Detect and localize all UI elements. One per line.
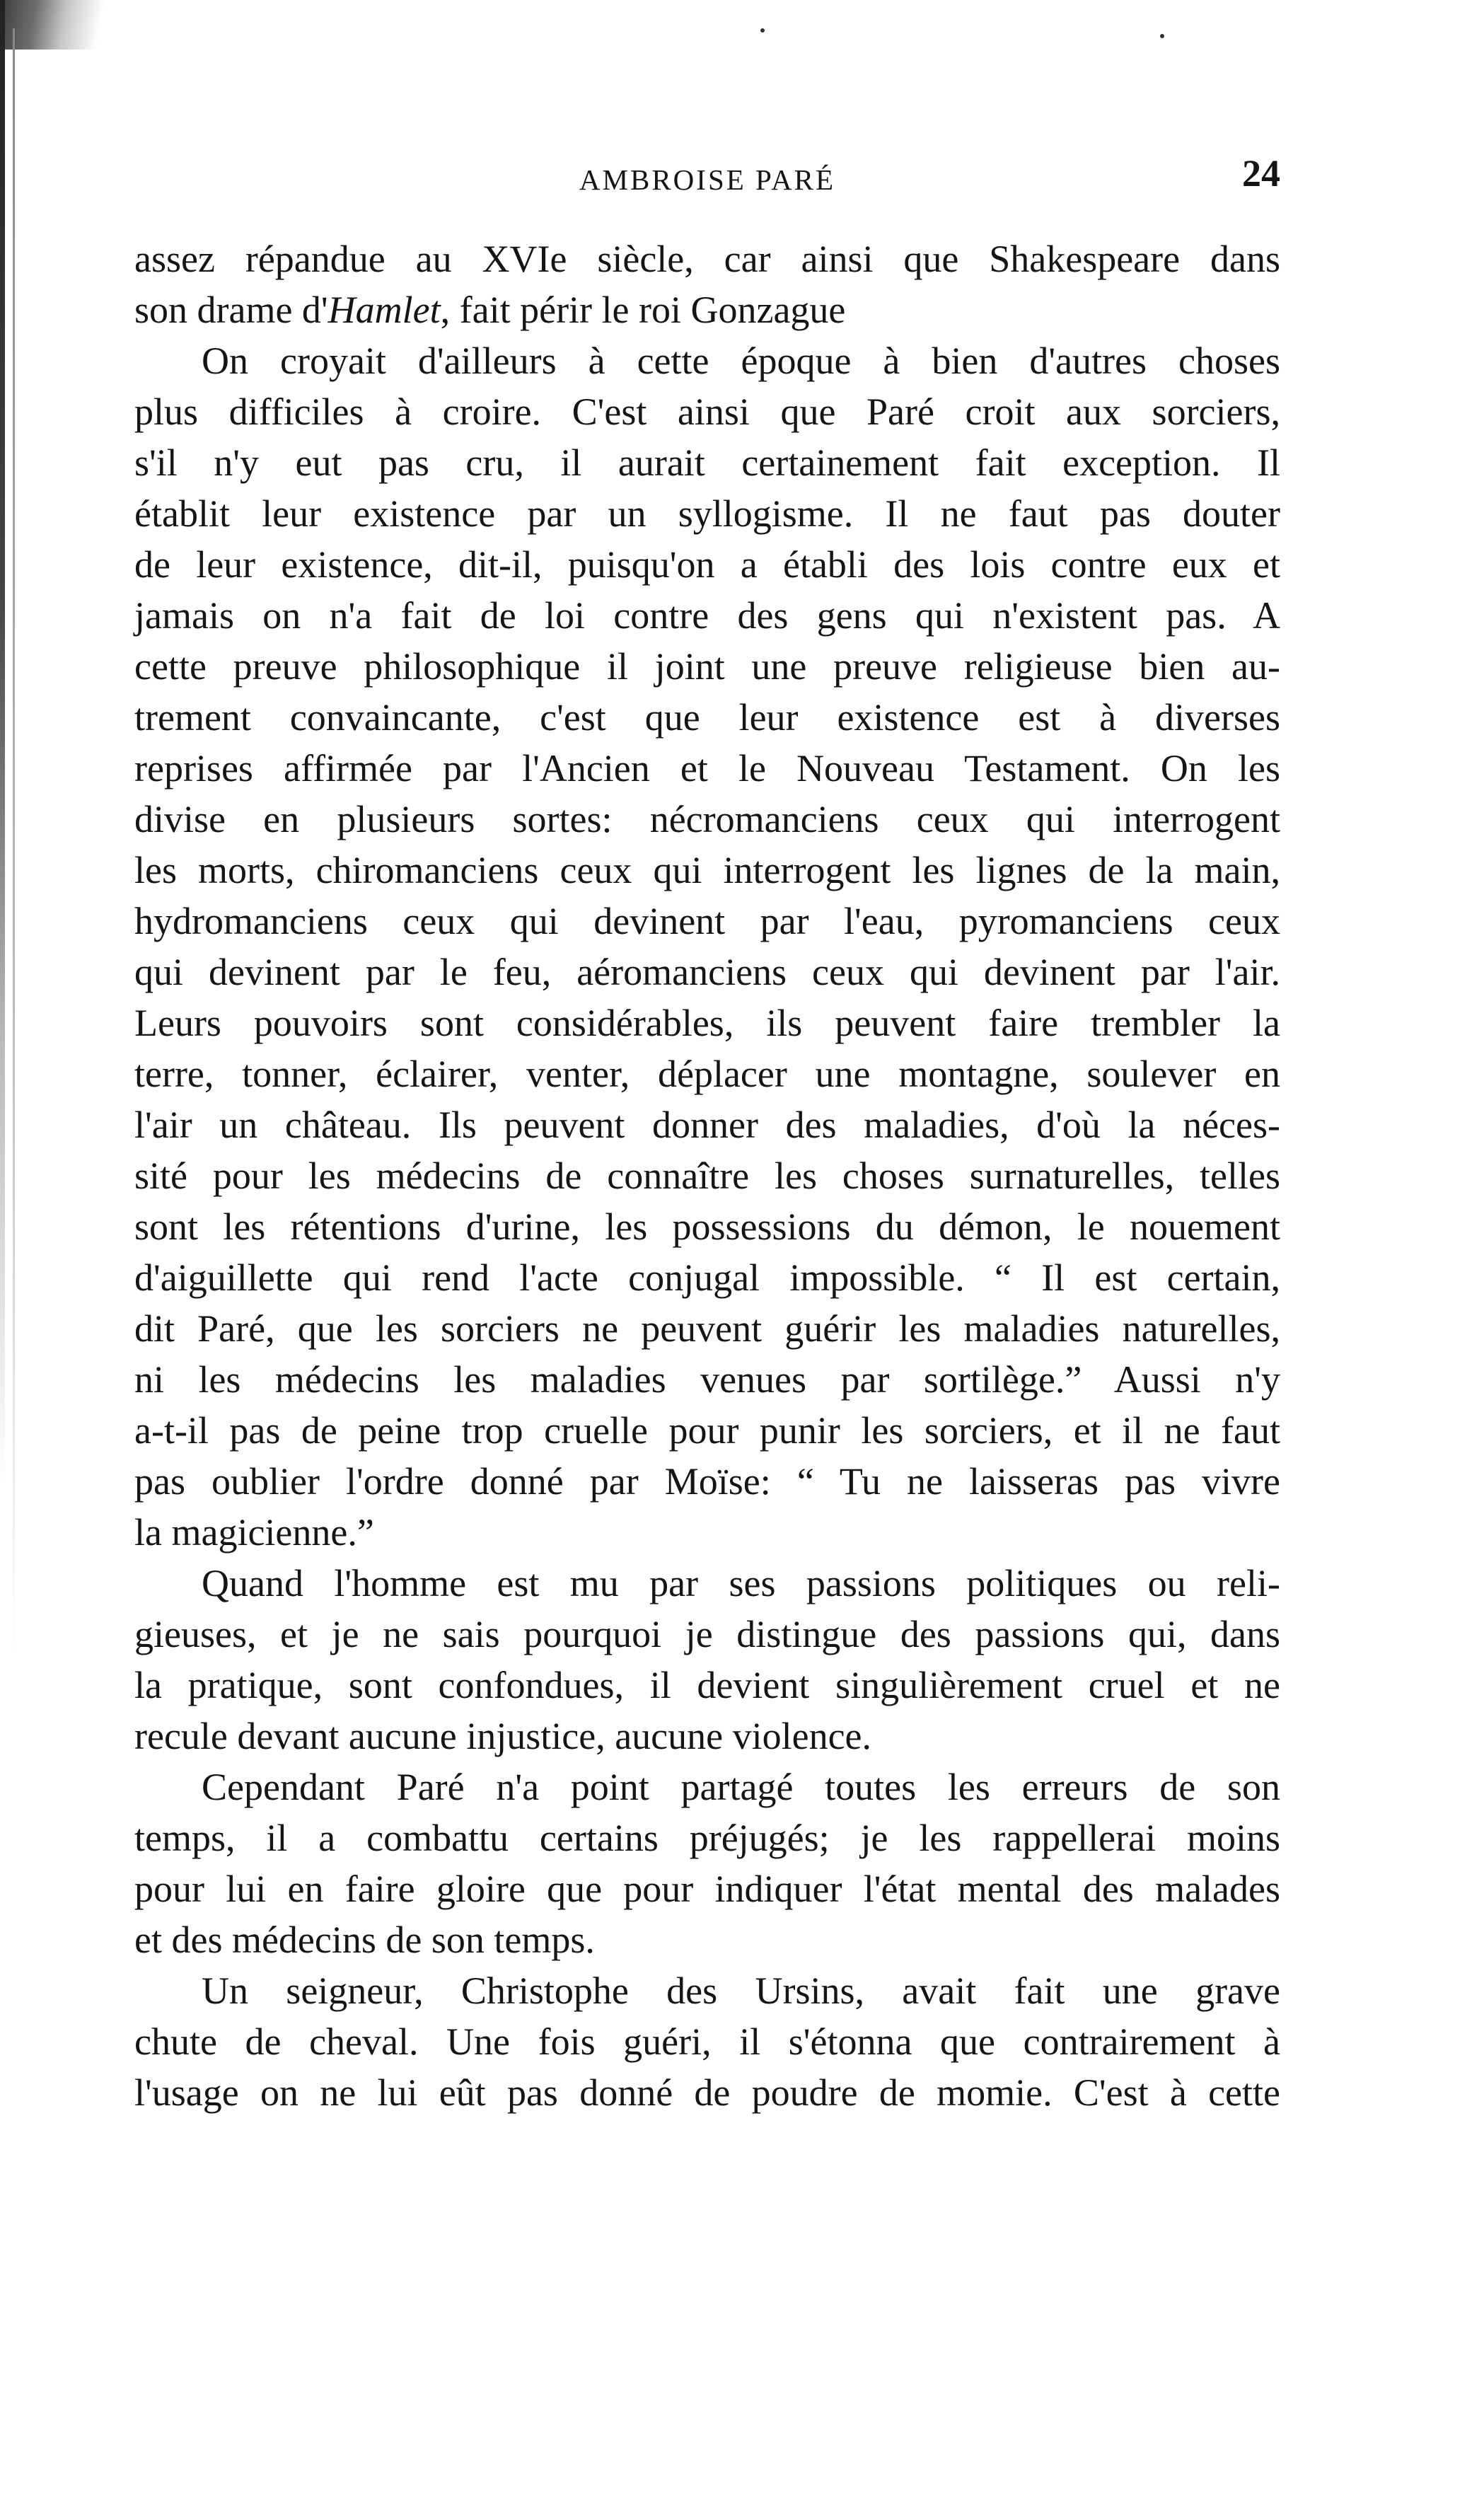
text-line: dit Paré, que les sorciers ne peuvent guérir les maladies naturelles, [134, 1307, 1280, 1350]
text-line: sité pour les médecins de connaître les choses surnaturelles, telles [134, 1155, 1280, 1197]
text-line: assez répandue au XVIe siècle, car ainsi que Shakespeare dans [134, 238, 1280, 280]
text-line: et des médecins de son temps. [134, 1919, 595, 1961]
scan-speck [760, 28, 765, 33]
text-line: Quand l'homme est mu par ses passions politiques ou reli- [202, 1562, 1280, 1604]
scan-corner-smudge [0, 0, 141, 50]
text-line: sont les rétentions d'urine, les possessions du démon, le nouement [134, 1205, 1280, 1248]
text-line: temps, il a combattu certains préjugés; je les rappellerai moins [134, 1817, 1280, 1859]
text-line: cette preuve philosophique il joint une preuve religieuse bien au- [134, 645, 1280, 688]
running-title: AMBROISE PARÉ [579, 163, 836, 196]
text-line: On croyait d'ailleurs à cette époque à bien d'autres choses [202, 340, 1280, 382]
text-line: recule devant aucune injustice, aucune violence. [134, 1715, 872, 1757]
text-line: son drame d'Hamlet, fait périr le roi Gonzague [134, 289, 846, 331]
text-line: hydromanciens ceux qui devinent par l'eau, pyromanciens ceux [134, 900, 1280, 942]
text-line: Cependant Paré n'a point partagé toutes les erreurs de son [202, 1766, 1280, 1808]
text-line: gieuses, et je ne sais pourquoi je distingue des passions qui, dans [134, 1613, 1280, 1655]
text-line: pas oublier l'ordre donné par Moïse: “ Tu ne laisseras pas vivre [134, 1460, 1280, 1503]
text-line: les morts, chiromanciens ceux qui interrogent les lignes de la main, [134, 849, 1280, 891]
text-line: Un seigneur, Christophe des Ursins, avait fait une grave [202, 1969, 1280, 2012]
text-line: pour lui en faire gloire que pour indiquer l'état mental des malades [134, 1868, 1280, 1910]
page-number: 24 [1242, 152, 1280, 195]
text-line: d'aiguillette qui rend l'acte conjugal impossible. “ Il est certain, [134, 1256, 1280, 1299]
text-line: divise en plusieurs sortes: nécromanciens ceux qui interrogent [134, 798, 1280, 840]
text-line: s'il n'y eut pas cru, il aurait certainement fait exception. Il [134, 441, 1280, 484]
body-text [134, 233, 1280, 2118]
page-header [134, 141, 1280, 198]
italic-title: Hamlet [327, 289, 441, 331]
text-line: ni les médecins les maladies venues par sortilège.” Aussi n'y [134, 1358, 1280, 1401]
text-line: la magicienne.” [134, 1511, 374, 1554]
scan-binding-shadow [13, 28, 15, 1655]
text-line: l'usage on ne lui eût pas donné de poudre de momie. C'est à cette [134, 2071, 1280, 2114]
text-line: l'air un château. Ils peuvent donner des maladies, d'où la néces- [134, 1104, 1280, 1146]
scan-speck [1160, 34, 1164, 38]
text-line: chute de cheval. Une fois guéri, il s'étonna que contrairement à [134, 2020, 1280, 2063]
scan-binding-edge [0, 0, 5, 1486]
text-line: la pratique, sont confondues, il devient singulièrement cruel et ne [134, 1664, 1280, 1706]
text-line: trement convaincante, c'est que leur existence est à diverses [134, 696, 1280, 739]
text-line: terre, tonner, éclairer, venter, déplacer une montagne, soulever en [134, 1053, 1280, 1095]
text-line: reprises affirmée par l'Ancien et le Nouveau Testament. On les [134, 747, 1280, 789]
text-line: établit leur existence par un syllogisme. Il ne faut pas douter [134, 492, 1280, 535]
text-line: a-t-il pas de peine trop cruelle pour punir les sorciers, et il ne faut [134, 1409, 1280, 1452]
text-line: jamais on n'a fait de loi contre des gens qui n'existent pas. A [134, 594, 1280, 637]
text-line: Leurs pouvoirs sont considérables, ils peuvent faire trembler la [134, 1002, 1280, 1044]
text-line: plus difficiles à croire. C'est ainsi que Paré croit aux sorciers, [134, 391, 1280, 433]
text-line: qui devinent par le feu, aéromanciens ceux qui devinent par l'air. [134, 951, 1280, 993]
text-line: de leur existence, dit-il, puisqu'on a établi des lois contre eux et [134, 543, 1280, 586]
